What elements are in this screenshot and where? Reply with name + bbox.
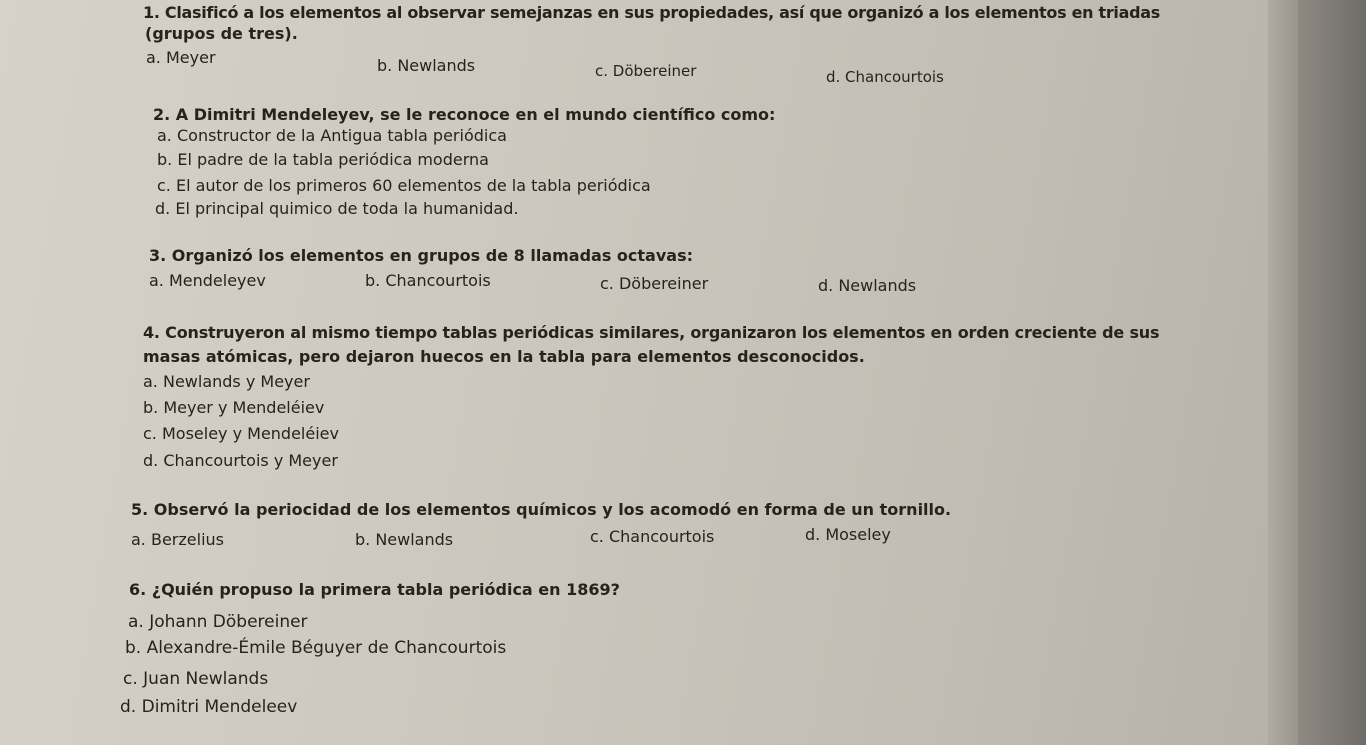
question-3-option-d: d. Newlands bbox=[818, 276, 917, 295]
question-5-option-c: c. Chancourtois bbox=[590, 527, 715, 546]
question-2-option-b: b. El padre de la tabla periódica moderna bbox=[157, 150, 489, 169]
question-1-option-c: c. Döbereiner bbox=[595, 62, 697, 80]
question-2-option-d: d. El principal quimico de toda la humanidad. bbox=[155, 199, 519, 218]
question-5-text: 5. Observó la periocidad de los elementos químicos y los acomodó en forma de un tornillo. bbox=[131, 500, 952, 519]
question-1-option-a: a. Meyer bbox=[146, 48, 216, 67]
question-5-option-a: a. Berzelius bbox=[131, 530, 224, 549]
question-1-line-1: 1. Clasificó a los elementos al observar semejanzas en sus propiedades, así que organizó a los elementos en triadas bbox=[143, 3, 1160, 22]
question-6-option-a: a. Johann Döbereiner bbox=[128, 612, 308, 632]
question-4-option-d: d. Chancourtois y Meyer bbox=[143, 451, 338, 470]
question-6-option-d: d. Dimitri Mendeleev bbox=[120, 697, 298, 717]
question-1-option-b: b. Newlands bbox=[377, 56, 476, 75]
page-stack-edge bbox=[1268, 0, 1298, 745]
background-surface bbox=[1298, 0, 1366, 745]
question-4-option-b: b. Meyer y Mendeléiev bbox=[143, 398, 325, 417]
question-4-option-c: c. Moseley y Mendeléiev bbox=[143, 424, 339, 443]
question-3-text: 3. Organizó los elementos en grupos de 8 llamadas octavas: bbox=[149, 246, 693, 265]
question-3-option-a: a. Mendeleyev bbox=[149, 271, 266, 290]
question-2-option-a: a. Constructor de la Antigua tabla periódica bbox=[157, 126, 507, 145]
question-4-line-1: 4. Construyeron al mismo tiempo tablas periódicas similares, organizaron los elementos en orden creciente de sus bbox=[143, 323, 1160, 342]
question-4-option-a: a. Newlands y Meyer bbox=[143, 372, 310, 391]
question-5-option-d: d. Moseley bbox=[805, 525, 891, 544]
question-5-option-b: b. Newlands bbox=[355, 530, 454, 549]
question-2-text: 2. A Dimitri Mendeleyev, se le reconoce en el mundo científico como: bbox=[153, 105, 776, 124]
question-6-text: 6. ¿Quién propuso la primera tabla periódica en 1869? bbox=[129, 580, 620, 599]
question-6-option-b: b. Alexandre-Émile Béguyer de Chancourtois bbox=[125, 638, 507, 658]
question-4-line-2: masas atómicas, pero dejaron huecos en la tabla para elementos desconocidos. bbox=[143, 347, 865, 366]
question-1-option-d: d. Chancourtois bbox=[826, 68, 944, 86]
question-2-option-c: c. El autor de los primeros 60 elementos de la tabla periódica bbox=[157, 176, 651, 195]
question-1-line-2: (grupos de tres). bbox=[145, 24, 298, 43]
question-3-option-b: b. Chancourtois bbox=[365, 271, 491, 290]
question-6-option-c: c. Juan Newlands bbox=[123, 669, 269, 689]
question-3-option-c: c. Döbereiner bbox=[600, 274, 709, 293]
